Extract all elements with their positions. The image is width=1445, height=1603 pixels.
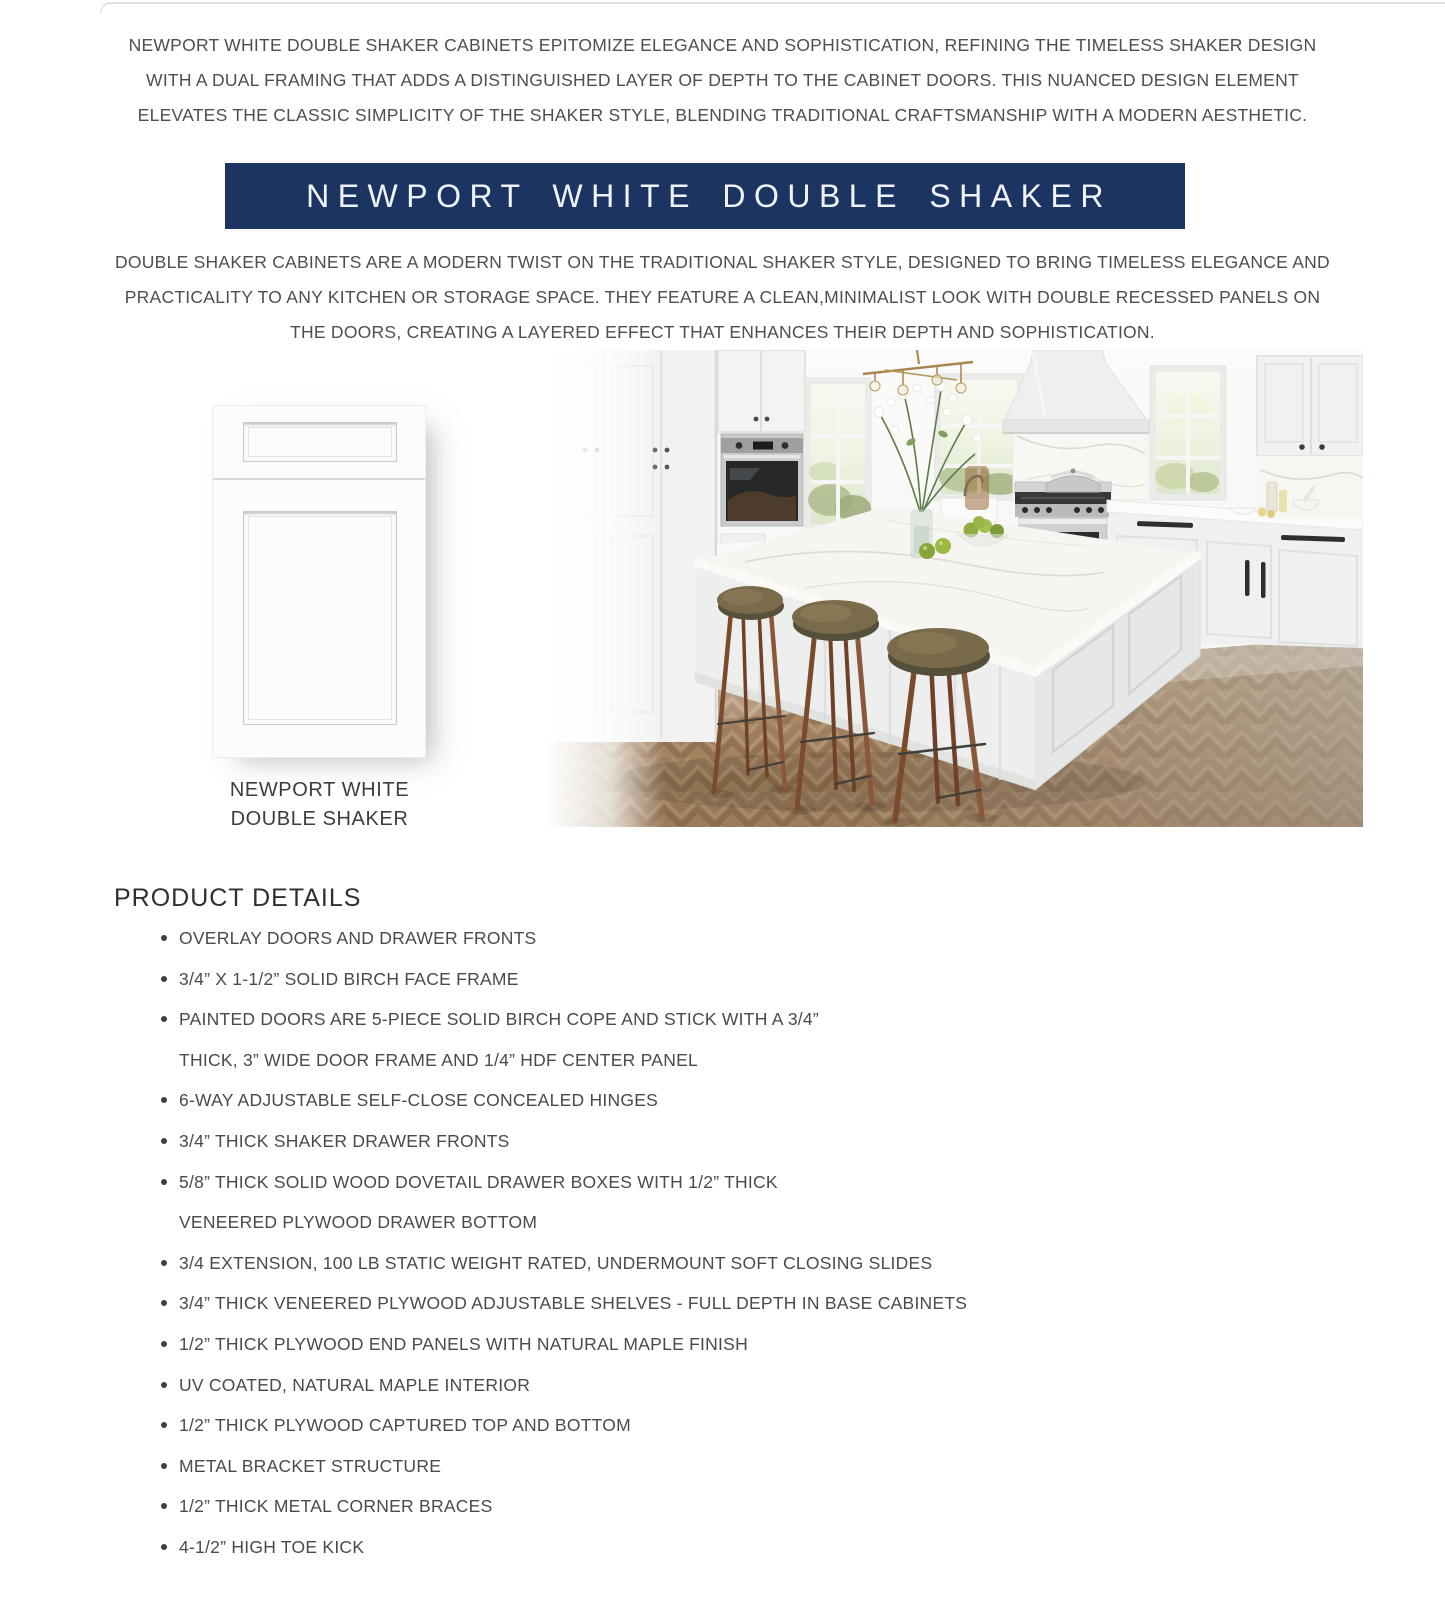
bullet-icon xyxy=(161,1097,167,1103)
door-sample-caption xyxy=(162,776,477,834)
bullet-icon xyxy=(161,1422,167,1428)
door-sample-drawer-front xyxy=(213,406,425,480)
intro-paragraph: NEWPORT WHITE DOUBLE SHAKER CABINETS EPITOMIZE ELEGANCE AND SOPHISTICATION, REFINING THE TIMELESS SHAKER DESIGN WITH A DUAL FRAMING THAT ADDS A DISTINGUISHED LAYER OF DEPTH TO THE CABINET DOORS. THIS NUANCED DESIGN ELEMENT ELEVATES THE CLASSIC SIMPLICITY OF THE SHAKER STYLE, BLENDING TRADITIONAL CRAFTSMANSHIP WITH A MODERN AESTHETIC. xyxy=(128,35,1317,125)
bullet-icon xyxy=(161,1463,167,1469)
product-details-heading: PRODUCT DETAILS xyxy=(114,884,362,912)
list-item: 3/4” THICK VENEERED PLYWOOD ADJUSTABLE SHELVES - FULL DEPTH IN BASE CABINETS xyxy=(160,1283,1340,1324)
bullet-icon xyxy=(161,1300,167,1306)
list-item-continuation: THICK, 3” WIDE DOOR FRAME AND 1/4” HDF CENTER PANEL xyxy=(179,1049,699,1070)
bullet-icon xyxy=(161,1138,167,1144)
bullet-icon xyxy=(161,976,167,982)
bullet-icon xyxy=(161,1179,167,1185)
bullet-icon xyxy=(161,1016,167,1022)
door-recessed-panel xyxy=(243,511,397,725)
description-paragraph: DOUBLE SHAKER CABINETS ARE A MODERN TWIST ON THE TRADITIONAL SHAKER STYLE, DESIGNED TO BRING TIMELESS ELEGANCE AND PRACTICALITY TO ANY KITCHEN OR STORAGE SPACE. THEY FEATURE A CLEAN,MINIMALIST LOOK WITH DOUBLE RECESSED PANELS ON THE DOORS, CREATING A LAYERED EFFECT THAT ENHANCES THEIR DEPTH AND SOPHISTICATION. xyxy=(115,252,1330,342)
bullet-icon xyxy=(161,1503,167,1509)
bullet-icon xyxy=(161,1341,167,1347)
kitchen-photo xyxy=(545,350,1363,827)
top-divider-line xyxy=(100,2,1445,14)
product-details-list xyxy=(160,918,1340,1568)
bullet-icon xyxy=(161,1260,167,1266)
page-title: NEWPORT WHITE DOUBLE SHAKER xyxy=(306,177,1112,214)
list-item: 3/4” X 1-1/2” SOLID BIRCH FACE FRAME xyxy=(160,959,1340,1000)
list-item: UV COATED, NATURAL MAPLE INTERIOR xyxy=(160,1365,1340,1406)
list-item: METAL BRACKET STRUCTURE xyxy=(160,1446,1340,1487)
door-caption-line2: DOUBLE SHAKER xyxy=(230,808,409,830)
title-banner xyxy=(225,163,1185,229)
list-item-continuation: VENEERED PLYWOOD DRAWER BOTTOM xyxy=(179,1212,538,1233)
bullet-icon xyxy=(161,1382,167,1388)
list-item: 3/4” THICK SHAKER DRAWER FRONTS xyxy=(160,1121,1340,1162)
window-right xyxy=(1150,366,1226,500)
list-item: 1/2” THICK METAL CORNER BRACES xyxy=(160,1486,1340,1527)
cabinet-door-sample-image xyxy=(212,405,426,758)
window-left xyxy=(803,378,873,533)
photo-left-fade xyxy=(545,350,665,827)
list-item: 4-1/2” HIGH TOE KICK xyxy=(160,1527,1340,1568)
list-item: PAINTED DOORS ARE 5-PIECE SOLID BIRCH COPE AND STICK WITH A 3/4” THICK, 3” WIDE DOOR FRAME AND 1/4” HDF CENTER PANEL xyxy=(160,999,1340,1080)
list-item: 6-WAY ADJUSTABLE SELF-CLOSE CONCEALED HINGES xyxy=(160,1080,1340,1121)
bullet-icon xyxy=(161,1544,167,1550)
kitchen-photo-illustration xyxy=(545,350,1363,827)
list-item: 1/2” THICK PLYWOOD END PANELS WITH NATURAL MAPLE FINISH xyxy=(160,1324,1340,1365)
door-sample-door-front xyxy=(213,480,425,757)
drawer-recessed-panel xyxy=(243,422,397,462)
list-item: OVERLAY DOORS AND DRAWER FRONTS xyxy=(160,918,1340,959)
list-item: 5/8” THICK SOLID WOOD DOVETAIL DRAWER BOXES WITH 1/2” THICK VENEERED PLYWOOD DRAWER BOTTOM xyxy=(160,1162,1340,1243)
list-item: 1/2” THICK PLYWOOD CAPTURED TOP AND BOTTOM xyxy=(160,1405,1340,1446)
list-item: 3/4 EXTENSION, 100 LB STATIC WEIGHT RATED, UNDERMOUNT SOFT CLOSING SLIDES xyxy=(160,1243,1340,1284)
bullet-icon xyxy=(161,935,167,941)
door-caption-line1: NEWPORT WHITE xyxy=(229,779,410,801)
